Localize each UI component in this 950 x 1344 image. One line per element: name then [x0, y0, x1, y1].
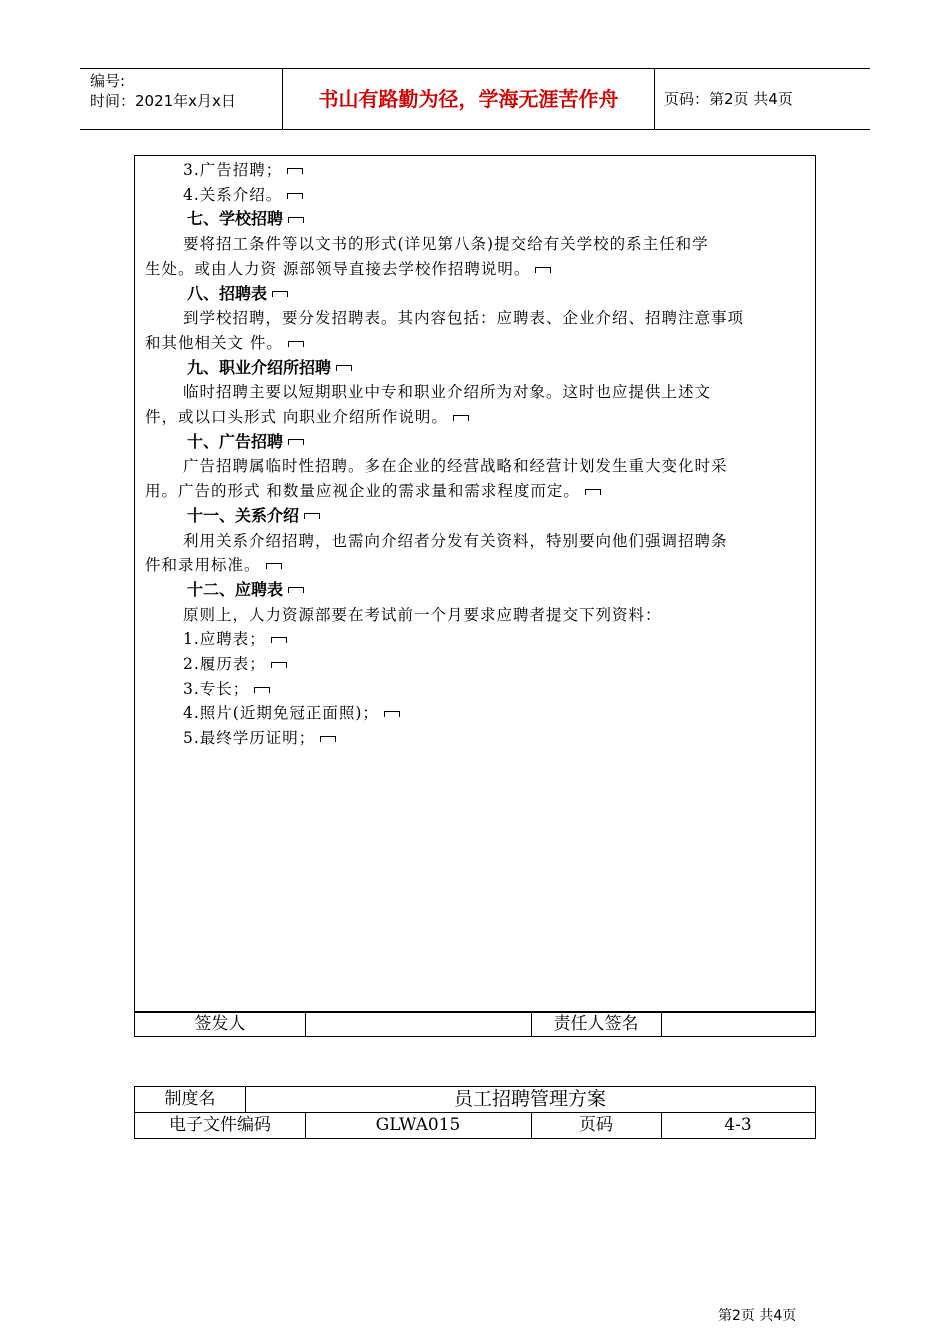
responsible-signature-field[interactable]: [661, 1012, 815, 1036]
paragraph-line: [145, 232, 807, 257]
paragraph-mark-icon: [288, 341, 304, 347]
paragraph-line: [145, 257, 807, 282]
line-text: 3.专长；: [183, 679, 250, 698]
list-item: [145, 183, 807, 208]
list-item: [145, 627, 807, 652]
content-box: [134, 155, 816, 1013]
line-text: 4.关系介绍。: [183, 185, 283, 204]
line-text: 七、学校招聘: [187, 209, 284, 229]
file-code-value: GLWA015: [375, 1115, 461, 1135]
document-time-label: 时间：2021年x月x日: [90, 92, 236, 110]
paragraph-mark-icon: [271, 662, 287, 668]
section-heading: [145, 282, 807, 307]
paragraph-line: [145, 479, 807, 504]
paragraph-mark-icon: [384, 711, 400, 717]
paragraph-mark-icon: [288, 587, 304, 593]
list-item: [145, 726, 807, 751]
document-info-row: [135, 1112, 815, 1138]
line-text: 2.履历表；: [183, 655, 266, 674]
footer-page-number: 第2页 共4页: [718, 1308, 797, 1324]
line-text: 和其他相关文 件。: [145, 333, 283, 352]
paragraph-line: [145, 405, 807, 430]
line-text: 原则上，人力资源部要在考试前一个月要求应聘者提交下列资料：: [183, 605, 662, 624]
section-heading: [145, 578, 807, 603]
page-value: 4-3: [724, 1115, 752, 1135]
header-page-number: 页码：第2页 共4页: [664, 90, 793, 108]
line-text: 十二、应聘表: [187, 579, 284, 599]
paragraph-mark-icon: [304, 513, 320, 519]
policy-name-label: 制度名: [164, 1089, 216, 1109]
line-text: 临时招聘主要以短期职业中专和职业介绍所为对象。这时也应提供上述文: [183, 383, 712, 402]
paragraph-mark-icon: [336, 365, 352, 371]
line-text: 5.最终学历证明；: [183, 729, 316, 748]
line-text: 九、职业介绍所招聘: [187, 357, 332, 377]
paragraph-mark-icon: [288, 439, 304, 445]
line-text: 要将招工条件等以文书的形式(详见第八条)提交给有关学校的系主任和学: [183, 235, 709, 254]
list-item: [145, 677, 807, 702]
document-info-table: [134, 1086, 816, 1139]
content-body: [145, 158, 807, 751]
list-item: [145, 701, 807, 726]
paragraph-line: [145, 603, 807, 628]
paragraph-mark-icon: [271, 637, 287, 643]
header-meta: [90, 71, 236, 111]
paragraph-mark-icon: [453, 415, 469, 421]
line-text: 件，或以口头形式 向职业介绍所作说明。: [145, 408, 448, 427]
line-text: 十一、关系介绍: [187, 505, 300, 525]
paragraph-mark-icon: [287, 168, 303, 174]
paragraph-line: [145, 306, 807, 331]
page-header: [80, 68, 870, 130]
header-motto: 书山有路勤为径，学海无涯苦作舟: [318, 87, 619, 111]
responsible-signature-label: 责任人签名: [553, 1014, 639, 1034]
signature-row: [134, 1011, 816, 1037]
line-text: 件和录用标准。: [145, 556, 261, 575]
paragraph-mark-icon: [287, 193, 303, 199]
list-item: [145, 652, 807, 677]
list-item: [145, 158, 807, 183]
file-code-label: 电子文件编码: [169, 1115, 271, 1135]
header-divider: [654, 69, 655, 129]
issuer-field[interactable]: [305, 1012, 531, 1036]
line-text: 1.应聘表；: [183, 630, 266, 649]
paragraph-line: [145, 553, 807, 578]
line-text: 十、广告招聘: [187, 431, 284, 451]
section-heading: [145, 207, 807, 232]
paragraph-line: [145, 380, 807, 405]
line-text: 用。广告的形式 和数量应视企业的需求量和需求程度而定。: [145, 482, 580, 501]
paragraph-mark-icon: [266, 563, 282, 569]
paragraph-mark-icon: [288, 217, 304, 223]
line-text: 3.广告招聘；: [183, 161, 283, 179]
section-heading: [145, 504, 807, 529]
section-heading: [145, 430, 807, 455]
paragraph-mark-icon: [535, 267, 551, 273]
issuer-label: 签发人: [194, 1014, 246, 1034]
line-text: 到学校招聘，要分发招聘表。其内容包括：应聘表、企业介绍、招聘注意事项: [183, 309, 745, 328]
section-heading: [145, 356, 807, 381]
paragraph-line: [145, 529, 807, 554]
line-text: 八、招聘表: [187, 283, 268, 303]
line-text: 4.照片(近期免冠正面照)；: [183, 704, 379, 723]
line-text: 生处。或由人力资 源部领导直接去学校作招聘说明。: [145, 259, 531, 278]
policy-name-value: 员工招聘管理方案: [453, 1088, 606, 1110]
paragraph-mark-icon: [320, 736, 336, 742]
document-number-label: 编号:: [90, 72, 126, 90]
line-text: 广告招聘属临时性招聘。多在企业的经营战略和经营计划发生重大变化时采: [183, 457, 728, 476]
paragraph-mark-icon: [272, 291, 288, 297]
page-label: 页码: [579, 1115, 613, 1135]
paragraph-line: [145, 454, 807, 479]
paragraph-mark-icon: [585, 489, 601, 495]
paragraph-mark-icon: [254, 687, 270, 693]
line-text: 利用关系介绍招聘，也需向介绍者分发有关资料，特别要向他们强调招聘条: [183, 531, 728, 550]
paragraph-line: [145, 331, 807, 356]
